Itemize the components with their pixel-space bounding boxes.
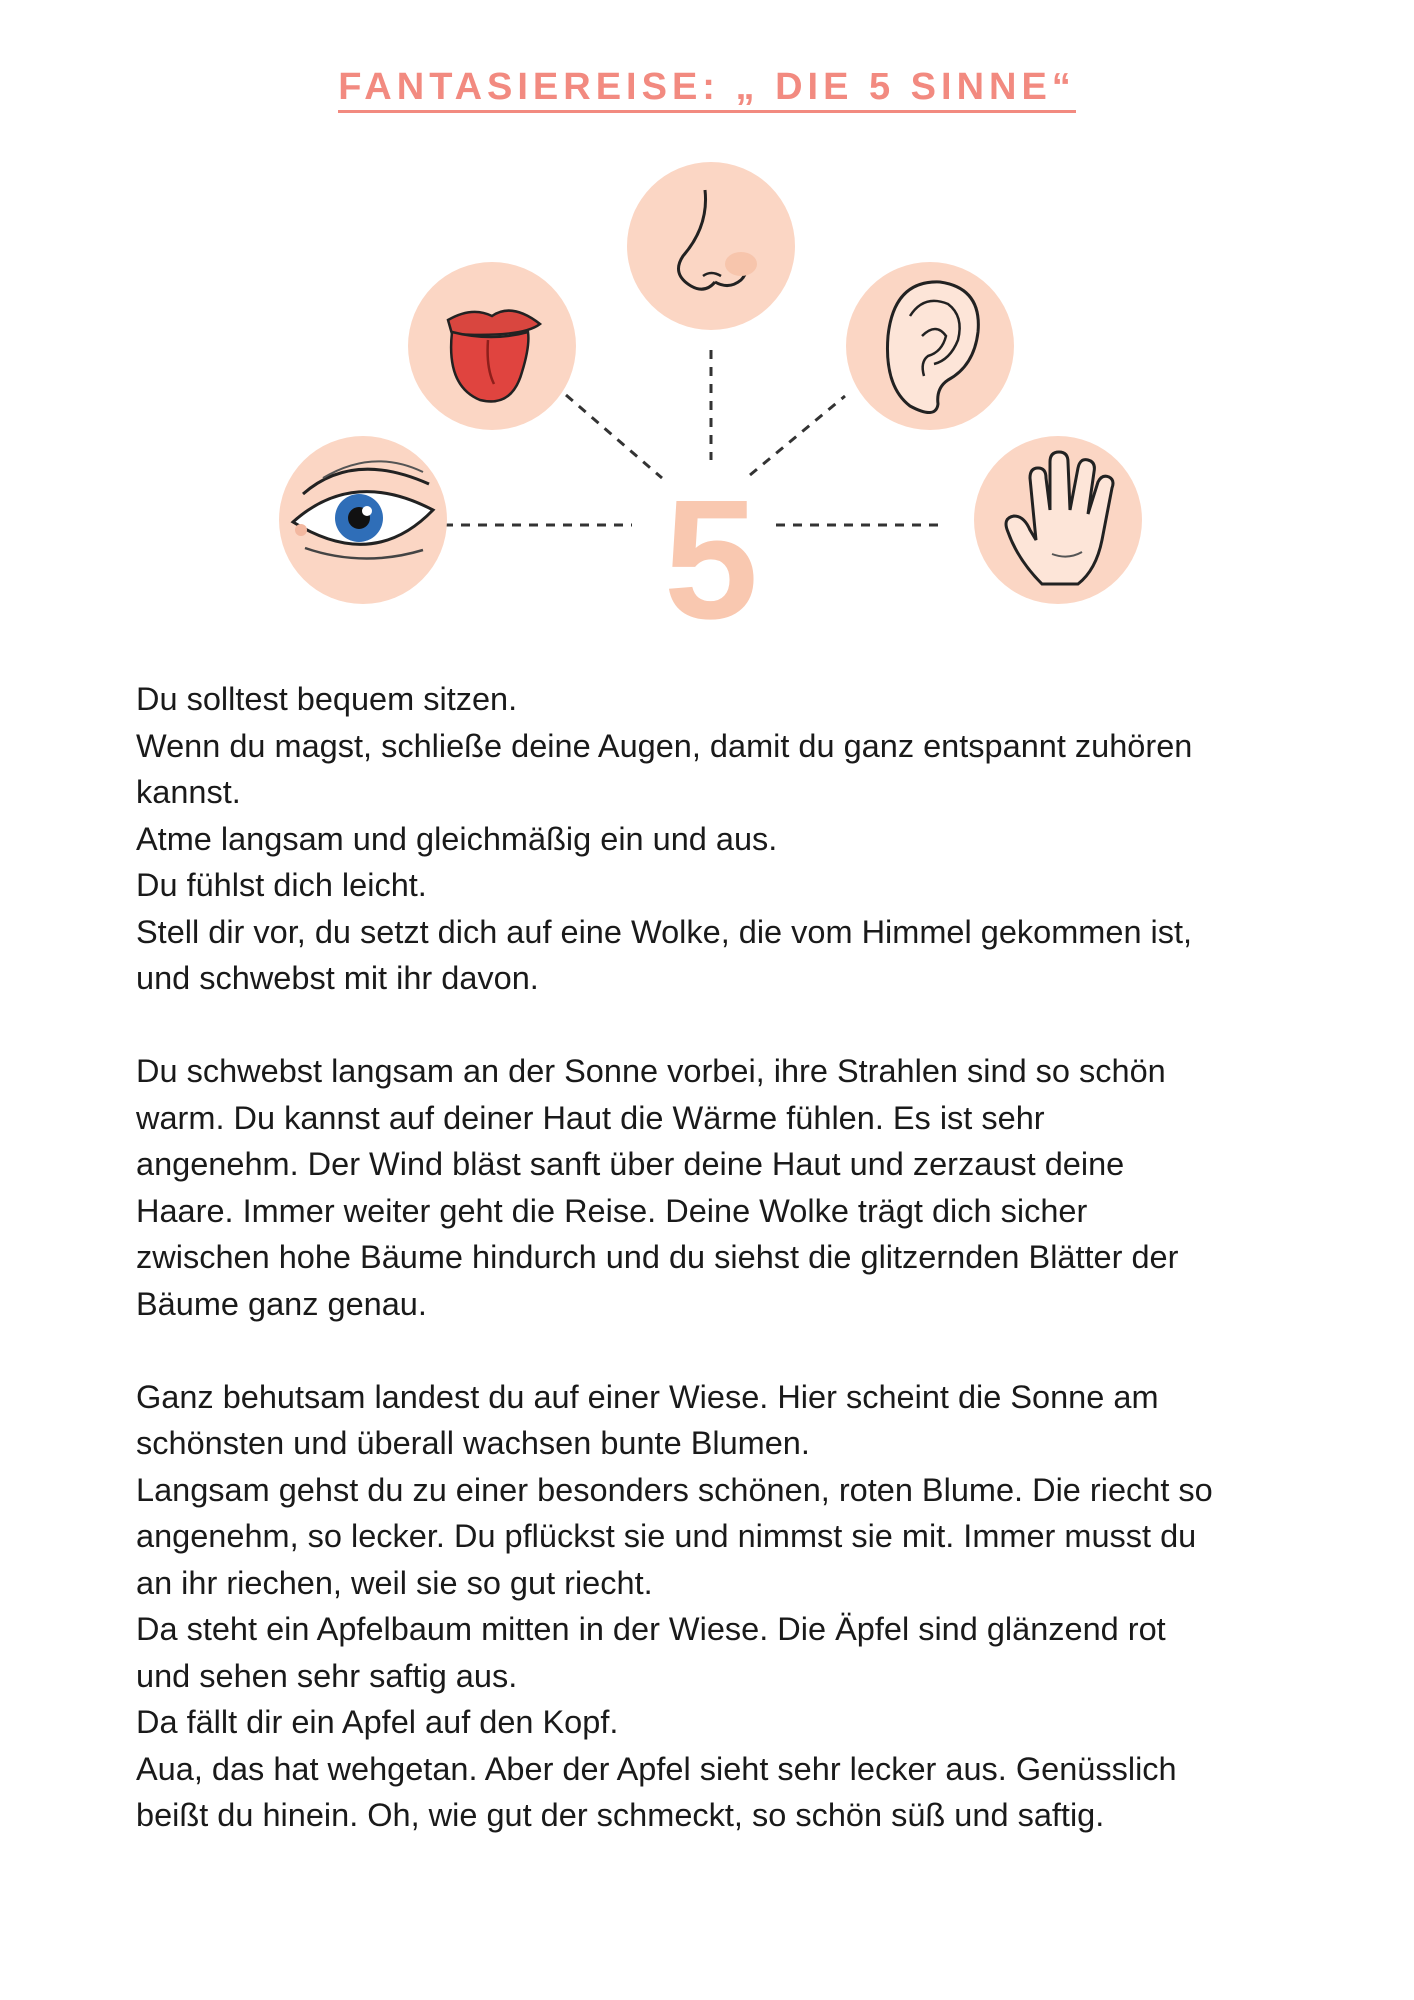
text-line: Aua, das hat wehgetan. Aber der Apfel sieht sehr lecker aus. Genüsslich [136, 1750, 1177, 1787]
five-numeral: 5 [663, 465, 759, 640]
hand-icon [974, 436, 1142, 604]
text-line: angenehm, so lecker. Du pflückst sie und nimmst sie mit. Immer musst du [136, 1518, 1197, 1554]
text-line: an ihr riechen, weil sie so gut riecht. [136, 1564, 653, 1601]
text-line: Stell dir vor, du setzt dich auf eine Wolke, die vom Himmel gekommen ist, [136, 913, 1193, 950]
text-line: Wenn du magst, schließe deine Augen, damit du ganz entspannt zuhören [136, 727, 1193, 764]
text-line: Bäume ganz genau. [136, 1285, 427, 1322]
text-line: und sehen sehr saftig aus. [136, 1657, 518, 1694]
text-line: warm. Du kannst auf deiner Haut die Wärme fühlen. Es ist sehr [136, 1099, 1045, 1136]
text-line: kannst. [136, 774, 241, 810]
text-line: beißt du hinein. Oh, wie gut der schmeckt, so schön süß und saftig. [136, 1797, 1105, 1833]
ear-icon [846, 262, 1014, 430]
text-line: schönsten und überall wachsen bunte Blumen. [136, 1425, 810, 1461]
story-text [136, 676, 1316, 1885]
text-line: Langsam gehst du zu einer besonders schönen, roten Blume. Die riecht so [136, 1471, 1213, 1508]
text-line: Du fühlst dich leicht. [136, 867, 427, 903]
text-line: zwischen hohe Bäume hindurch und du siehst die glitzernden Blätter der [136, 1239, 1179, 1275]
page-title [0, 66, 1414, 109]
text-line: und schwebst mit ihr davon. [136, 960, 539, 996]
text-line: angenehm. Der Wind bläst sanft über deine Haut und zerzaust deine [136, 1146, 1125, 1182]
eye-icon [279, 436, 447, 604]
text-line: Du solltest bequem sitzen. [136, 681, 518, 717]
text-line: Da fällt dir ein Apfel auf den Kopf. [136, 1704, 619, 1740]
text-line: Du schwebst langsam an der Sonne vorbei, ihre Strahlen sind so schön [136, 1053, 1166, 1089]
paragraph [136, 1374, 1316, 1839]
page-title-text: FANTASIEREISE: „ DIE 5 SINNE“ [338, 66, 1076, 113]
text-line: Atme langsam und gleichmäßig ein und aus. [136, 820, 778, 857]
five-senses-illustration [270, 150, 1150, 640]
nose-icon [627, 162, 795, 330]
paragraph [136, 1048, 1316, 1327]
text-line: Ganz behutsam landest du auf einer Wiese. Hier scheint die Sonne am [136, 1378, 1159, 1415]
tongue-icon [408, 262, 576, 430]
paragraph [136, 676, 1316, 1002]
text-line: Haare. Immer weiter geht die Reise. Deine Wolke trägt dich sicher [136, 1192, 1088, 1229]
text-line: Da steht ein Apfelbaum mitten in der Wiese. Die Äpfel sind glänzend rot [136, 1611, 1166, 1647]
